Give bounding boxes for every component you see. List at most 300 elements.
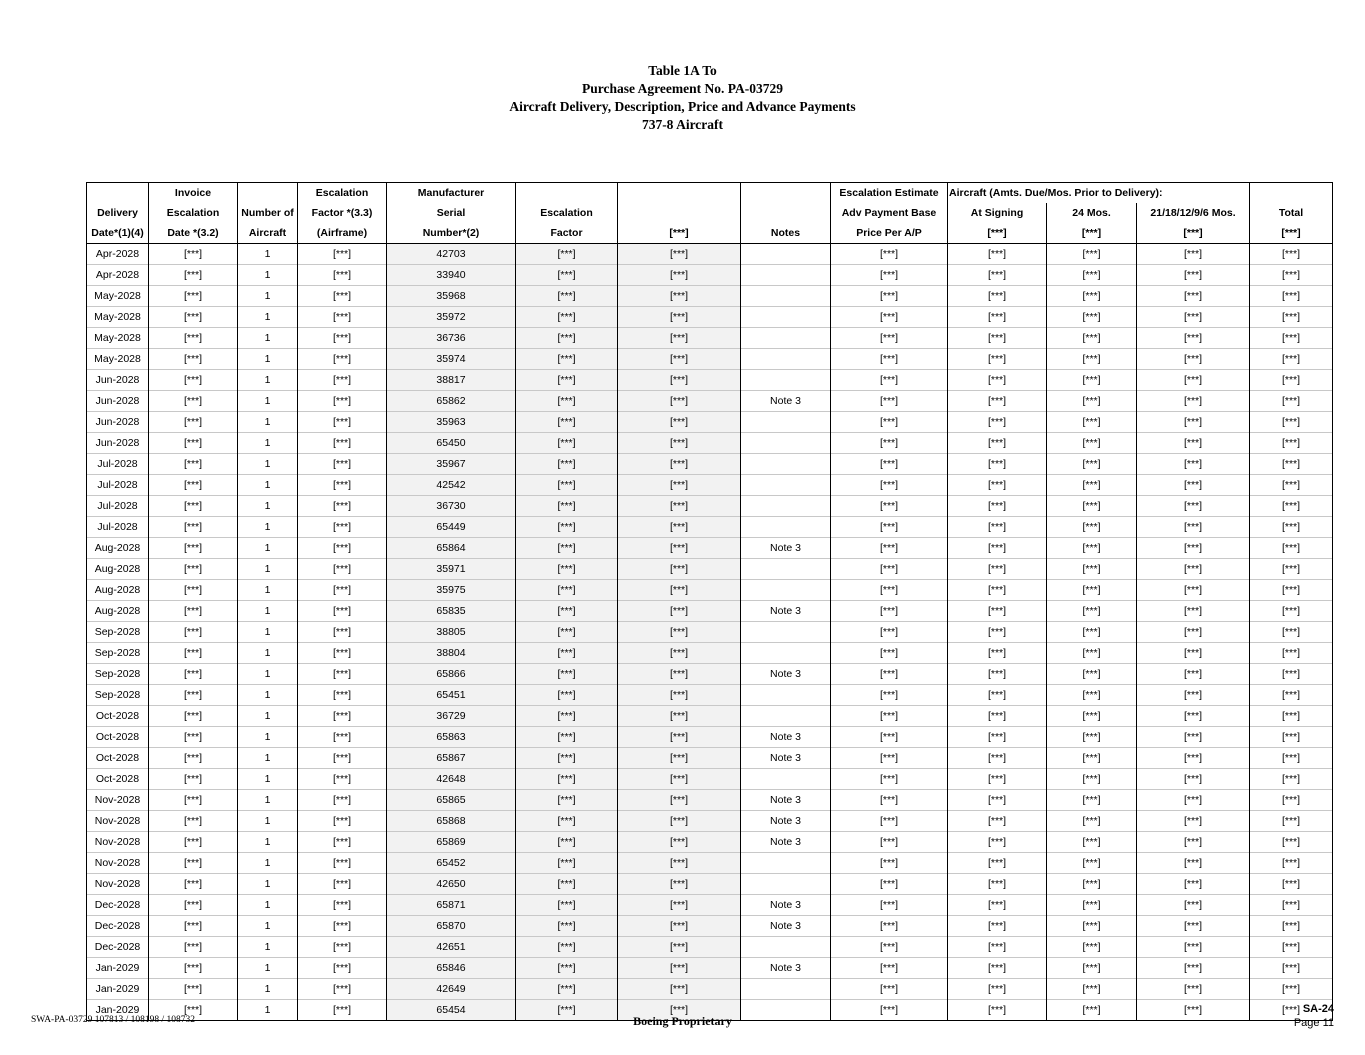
- number-of-aircraft-cell: 1: [238, 370, 298, 391]
- 21-18-12-9-6-mos-cell: [***]: [1137, 580, 1250, 601]
- delivery-date-cell: Sep-2028: [87, 685, 149, 706]
- serial-number-cell: 65452: [387, 853, 516, 874]
- invoice-escalation-date-cell: [***]: [149, 244, 238, 265]
- redacted-cell: [***]: [618, 706, 741, 727]
- adv-payment-base-price-cell: [***]: [831, 853, 948, 874]
- invoice-escalation-date-cell: [***]: [149, 706, 238, 727]
- table-row: [87, 706, 1333, 727]
- at-signing-cell: [***]: [948, 622, 1047, 643]
- adv-payment-base-price-cell: [***]: [831, 412, 948, 433]
- header-cell: Date*(1)(4): [87, 223, 149, 244]
- invoice-escalation-date-cell: [***]: [149, 265, 238, 286]
- escalation-factor-cell: [***]: [516, 286, 618, 307]
- notes-cell: [741, 244, 831, 265]
- 24-mos-cell: [***]: [1047, 286, 1137, 307]
- table-title-block: [0, 62, 1365, 134]
- delivery-date-cell: Apr-2028: [87, 244, 149, 265]
- table-row: [87, 391, 1333, 412]
- serial-number-cell: 65835: [387, 601, 516, 622]
- escalation-factor-cell: [***]: [516, 685, 618, 706]
- delivery-date-cell: Jul-2028: [87, 496, 149, 517]
- escalation-factor-airframe-cell: [***]: [298, 559, 387, 580]
- total-cell: [***]: [1250, 454, 1333, 475]
- serial-number-cell: 35971: [387, 559, 516, 580]
- number-of-aircraft-cell: 1: [238, 979, 298, 1000]
- number-of-aircraft-cell: 1: [238, 433, 298, 454]
- escalation-factor-airframe-cell: [***]: [298, 874, 387, 895]
- number-of-aircraft-cell: 1: [238, 811, 298, 832]
- number-of-aircraft-cell: 1: [238, 748, 298, 769]
- notes-cell: [741, 496, 831, 517]
- notes-cell: [741, 307, 831, 328]
- escalation-factor-cell: [***]: [516, 895, 618, 916]
- number-of-aircraft-cell: 1: [238, 790, 298, 811]
- escalation-factor-cell: [***]: [516, 601, 618, 622]
- redacted-cell: [***]: [618, 601, 741, 622]
- total-cell: [***]: [1250, 895, 1333, 916]
- serial-number-cell: 35974: [387, 349, 516, 370]
- delivery-date-cell: Nov-2028: [87, 832, 149, 853]
- serial-number-cell: 65870: [387, 916, 516, 937]
- header-cell: [618, 203, 741, 223]
- redacted-cell: [***]: [618, 853, 741, 874]
- notes-cell: [741, 937, 831, 958]
- escalation-factor-airframe-cell: [***]: [298, 454, 387, 475]
- adv-payment-base-price-cell: [***]: [831, 832, 948, 853]
- header-cell: [87, 183, 149, 204]
- invoice-escalation-date-cell: [***]: [149, 349, 238, 370]
- at-signing-cell: [***]: [948, 370, 1047, 391]
- escalation-factor-airframe-cell: [***]: [298, 517, 387, 538]
- 24-mos-cell: [***]: [1047, 433, 1137, 454]
- notes-cell: Note 3: [741, 811, 831, 832]
- delivery-date-cell: Nov-2028: [87, 811, 149, 832]
- number-of-aircraft-cell: 1: [238, 874, 298, 895]
- serial-number-cell: 38805: [387, 622, 516, 643]
- delivery-date-cell: Oct-2028: [87, 769, 149, 790]
- escalation-factor-airframe-cell: [***]: [298, 475, 387, 496]
- 21-18-12-9-6-mos-cell: [***]: [1137, 370, 1250, 391]
- invoice-escalation-date-cell: [***]: [149, 979, 238, 1000]
- escalation-factor-cell: [***]: [516, 244, 618, 265]
- invoice-escalation-date-cell: [***]: [149, 853, 238, 874]
- notes-cell: Note 3: [741, 895, 831, 916]
- header-cell: 21/18/12/9/6 Mos.: [1137, 203, 1250, 223]
- 21-18-12-9-6-mos-cell: [***]: [1137, 286, 1250, 307]
- at-signing-cell: [***]: [948, 265, 1047, 286]
- at-signing-cell: [***]: [948, 538, 1047, 559]
- escalation-factor-airframe-cell: [***]: [298, 685, 387, 706]
- serial-number-cell: 42650: [387, 874, 516, 895]
- notes-cell: [741, 454, 831, 475]
- escalation-factor-airframe-cell: [***]: [298, 727, 387, 748]
- page-info: [1294, 1002, 1334, 1030]
- total-cell: [***]: [1250, 622, 1333, 643]
- at-signing-cell: [***]: [948, 895, 1047, 916]
- table-row: [87, 307, 1333, 328]
- at-signing-cell: [***]: [948, 790, 1047, 811]
- header-cell: [618, 183, 741, 204]
- number-of-aircraft-cell: 1: [238, 307, 298, 328]
- adv-payment-base-price-cell: [***]: [831, 811, 948, 832]
- 24-mos-cell: [***]: [1047, 811, 1137, 832]
- table-row: [87, 286, 1333, 307]
- table-row: [87, 328, 1333, 349]
- invoice-escalation-date-cell: [***]: [149, 454, 238, 475]
- total-cell: [***]: [1250, 748, 1333, 769]
- 21-18-12-9-6-mos-cell: [***]: [1137, 664, 1250, 685]
- 24-mos-cell: [***]: [1047, 748, 1137, 769]
- serial-number-cell: 35968: [387, 286, 516, 307]
- table-row: [87, 874, 1333, 895]
- invoice-escalation-date-cell: [***]: [149, 433, 238, 454]
- table-row: [87, 538, 1333, 559]
- invoice-escalation-date-cell: [***]: [149, 559, 238, 580]
- header-cell: Date *(3.2): [149, 223, 238, 244]
- serial-number-cell: 42648: [387, 769, 516, 790]
- table-row: [87, 979, 1333, 1000]
- delivery-date-cell: Oct-2028: [87, 748, 149, 769]
- 21-18-12-9-6-mos-cell: [***]: [1137, 790, 1250, 811]
- header-cell: Serial: [387, 203, 516, 223]
- notes-cell: Note 3: [741, 748, 831, 769]
- 24-mos-cell: [***]: [1047, 601, 1137, 622]
- delivery-date-cell: Aug-2028: [87, 559, 149, 580]
- 24-mos-cell: [***]: [1047, 538, 1137, 559]
- header-cell: Escalation: [149, 203, 238, 223]
- 24-mos-cell: [***]: [1047, 370, 1137, 391]
- notes-cell: Note 3: [741, 601, 831, 622]
- adv-payment-base-price-cell: [***]: [831, 643, 948, 664]
- adv-payment-base-price-cell: [***]: [831, 244, 948, 265]
- table-row: [87, 412, 1333, 433]
- adv-payment-base-price-cell: [***]: [831, 433, 948, 454]
- 21-18-12-9-6-mos-cell: [***]: [1137, 412, 1250, 433]
- escalation-factor-airframe-cell: [***]: [298, 664, 387, 685]
- at-signing-cell: [***]: [948, 433, 1047, 454]
- invoice-escalation-date-cell: [***]: [149, 643, 238, 664]
- at-signing-cell: [***]: [948, 454, 1047, 475]
- 21-18-12-9-6-mos-cell: [***]: [1137, 454, 1250, 475]
- adv-payment-base-price-cell: [***]: [831, 538, 948, 559]
- redacted-cell: [***]: [618, 811, 741, 832]
- total-cell: [***]: [1250, 937, 1333, 958]
- redacted-cell: [***]: [618, 265, 741, 286]
- redacted-cell: [***]: [618, 874, 741, 895]
- number-of-aircraft-cell: 1: [238, 454, 298, 475]
- redacted-cell: [***]: [618, 328, 741, 349]
- document-reference: SWA-PA-03729 107813 / 108198 / 108732: [31, 1015, 196, 1025]
- delivery-date-cell: May-2028: [87, 307, 149, 328]
- notes-cell: [741, 979, 831, 1000]
- number-of-aircraft-cell: 1: [238, 1000, 298, 1021]
- header-cell: [***]: [948, 223, 1047, 244]
- invoice-escalation-date-cell: [***]: [149, 748, 238, 769]
- table-row: [87, 496, 1333, 517]
- purchase-agreement-number: Purchase Agreement No. PA-03729: [582, 81, 783, 96]
- 24-mos-cell: [***]: [1047, 643, 1137, 664]
- total-cell: [***]: [1250, 538, 1333, 559]
- escalation-factor-airframe-cell: [***]: [298, 538, 387, 559]
- escalation-factor-airframe-cell: [***]: [298, 811, 387, 832]
- 24-mos-cell: [***]: [1047, 307, 1137, 328]
- redacted-cell: [***]: [618, 580, 741, 601]
- redacted-cell: [***]: [618, 979, 741, 1000]
- 24-mos-cell: [***]: [1047, 832, 1137, 853]
- invoice-escalation-date-cell: [***]: [149, 622, 238, 643]
- total-cell: [***]: [1250, 496, 1333, 517]
- number-of-aircraft-cell: 1: [238, 580, 298, 601]
- table-row: [87, 895, 1333, 916]
- invoice-escalation-date-cell: [***]: [149, 370, 238, 391]
- at-signing-cell: [***]: [948, 727, 1047, 748]
- delivery-date-cell: Jun-2028: [87, 412, 149, 433]
- notes-cell: [741, 874, 831, 895]
- escalation-factor-airframe-cell: [***]: [298, 244, 387, 265]
- escalation-factor-cell: [***]: [516, 874, 618, 895]
- header-cell: Notes: [741, 223, 831, 244]
- serial-number-cell: 65866: [387, 664, 516, 685]
- table-row: [87, 559, 1333, 580]
- number-of-aircraft-cell: 1: [238, 958, 298, 979]
- escalation-factor-cell: [***]: [516, 958, 618, 979]
- at-signing-cell: [***]: [948, 958, 1047, 979]
- notes-cell: Note 3: [741, 958, 831, 979]
- adv-payment-base-price-cell: [***]: [831, 769, 948, 790]
- serial-number-cell: 33940: [387, 265, 516, 286]
- escalation-factor-airframe-cell: [***]: [298, 937, 387, 958]
- number-of-aircraft-cell: 1: [238, 853, 298, 874]
- number-of-aircraft-cell: 1: [238, 895, 298, 916]
- at-signing-cell: [***]: [948, 286, 1047, 307]
- number-of-aircraft-cell: 1: [238, 349, 298, 370]
- delivery-date-cell: Nov-2028: [87, 853, 149, 874]
- adv-payment-base-price-cell: [***]: [831, 265, 948, 286]
- escalation-factor-cell: [***]: [516, 769, 618, 790]
- adv-payment-base-price-cell: [***]: [831, 454, 948, 475]
- escalation-factor-airframe-cell: [***]: [298, 895, 387, 916]
- 21-18-12-9-6-mos-cell: [***]: [1137, 244, 1250, 265]
- table-row: [87, 727, 1333, 748]
- delivery-date-cell: Jul-2028: [87, 454, 149, 475]
- 21-18-12-9-6-mos-cell: [***]: [1137, 937, 1250, 958]
- redacted-cell: [***]: [618, 559, 741, 580]
- notes-cell: [741, 853, 831, 874]
- header-cell: Total: [1250, 203, 1333, 223]
- header-cell: Number*(2): [387, 223, 516, 244]
- escalation-factor-cell: [***]: [516, 643, 618, 664]
- 21-18-12-9-6-mos-cell: [***]: [1137, 916, 1250, 937]
- delivery-date-cell: May-2028: [87, 328, 149, 349]
- invoice-escalation-date-cell: [***]: [149, 895, 238, 916]
- table-row: [87, 580, 1333, 601]
- escalation-factor-airframe-cell: [***]: [298, 1000, 387, 1021]
- at-signing-cell: [***]: [948, 328, 1047, 349]
- escalation-factor-airframe-cell: [***]: [298, 496, 387, 517]
- 21-18-12-9-6-mos-cell: [***]: [1137, 517, 1250, 538]
- table-row: [87, 769, 1333, 790]
- table-row: [87, 937, 1333, 958]
- invoice-escalation-date-cell: [***]: [149, 328, 238, 349]
- redacted-cell: [***]: [618, 748, 741, 769]
- 21-18-12-9-6-mos-cell: [***]: [1137, 874, 1250, 895]
- invoice-escalation-date-cell: [***]: [149, 874, 238, 895]
- total-cell: [***]: [1250, 559, 1333, 580]
- at-signing-cell: [***]: [948, 874, 1047, 895]
- delivery-date-cell: May-2028: [87, 349, 149, 370]
- escalation-factor-airframe-cell: [***]: [298, 622, 387, 643]
- total-cell: [***]: [1250, 349, 1333, 370]
- at-signing-cell: [***]: [948, 769, 1047, 790]
- header-cell: Manufacturer: [387, 183, 516, 204]
- 21-18-12-9-6-mos-cell: [***]: [1137, 433, 1250, 454]
- notes-cell: [741, 370, 831, 391]
- at-signing-cell: [***]: [948, 1000, 1047, 1021]
- redacted-cell: [***]: [618, 538, 741, 559]
- notes-cell: [741, 412, 831, 433]
- at-signing-cell: [***]: [948, 937, 1047, 958]
- adv-payment-base-price-cell: [***]: [831, 622, 948, 643]
- delivery-date-cell: Jun-2028: [87, 433, 149, 454]
- total-cell: [***]: [1250, 370, 1333, 391]
- adv-payment-base-price-cell: [***]: [831, 496, 948, 517]
- notes-cell: Note 3: [741, 538, 831, 559]
- at-signing-cell: [***]: [948, 496, 1047, 517]
- header-cell: [***]: [1250, 223, 1333, 244]
- notes-cell: [741, 580, 831, 601]
- redacted-cell: [***]: [618, 937, 741, 958]
- total-cell: [***]: [1250, 1000, 1333, 1021]
- 24-mos-cell: [***]: [1047, 580, 1137, 601]
- redacted-cell: [***]: [618, 643, 741, 664]
- 21-18-12-9-6-mos-cell: [***]: [1137, 979, 1250, 1000]
- serial-number-cell: 65454: [387, 1000, 516, 1021]
- header-cell: [***]: [1047, 223, 1137, 244]
- notes-cell: [741, 769, 831, 790]
- adv-payment-base-price-cell: [***]: [831, 307, 948, 328]
- adv-payment-base-price-cell: [***]: [831, 958, 948, 979]
- invoice-escalation-date-cell: [***]: [149, 769, 238, 790]
- serial-number-cell: 65846: [387, 958, 516, 979]
- total-cell: [***]: [1250, 685, 1333, 706]
- delivery-date-cell: May-2028: [87, 286, 149, 307]
- escalation-factor-airframe-cell: [***]: [298, 265, 387, 286]
- adv-payment-base-price-cell: [***]: [831, 286, 948, 307]
- total-cell: [***]: [1250, 769, 1333, 790]
- escalation-factor-airframe-cell: [***]: [298, 643, 387, 664]
- proprietary-notice: Boeing Proprietary: [633, 1014, 732, 1028]
- invoice-escalation-date-cell: [***]: [149, 811, 238, 832]
- adv-payment-base-price-cell: [***]: [831, 1000, 948, 1021]
- notes-cell: [741, 328, 831, 349]
- serial-number-cell: 35963: [387, 412, 516, 433]
- total-cell: [***]: [1250, 643, 1333, 664]
- serial-number-cell: 36730: [387, 496, 516, 517]
- 21-18-12-9-6-mos-cell: [***]: [1137, 853, 1250, 874]
- at-signing-cell: [***]: [948, 244, 1047, 265]
- adv-payment-base-price-cell: [***]: [831, 391, 948, 412]
- total-cell: [***]: [1250, 958, 1333, 979]
- escalation-factor-cell: [***]: [516, 559, 618, 580]
- escalation-factor-cell: [***]: [516, 979, 618, 1000]
- escalation-factor-airframe-cell: [***]: [298, 349, 387, 370]
- 24-mos-cell: [***]: [1047, 412, 1137, 433]
- 24-mos-cell: [***]: [1047, 349, 1137, 370]
- invoice-escalation-date-cell: [***]: [149, 664, 238, 685]
- redacted-cell: [***]: [618, 370, 741, 391]
- escalation-factor-airframe-cell: [***]: [298, 979, 387, 1000]
- number-of-aircraft-cell: 1: [238, 244, 298, 265]
- number-of-aircraft-cell: 1: [238, 475, 298, 496]
- escalation-factor-cell: [***]: [516, 727, 618, 748]
- notes-cell: [741, 559, 831, 580]
- table-row: [87, 748, 1333, 769]
- 21-18-12-9-6-mos-cell: [***]: [1137, 895, 1250, 916]
- number-of-aircraft-cell: 1: [238, 286, 298, 307]
- total-cell: [***]: [1250, 853, 1333, 874]
- header-cell: [***]: [618, 223, 741, 244]
- total-cell: [***]: [1250, 391, 1333, 412]
- 21-18-12-9-6-mos-cell: [***]: [1137, 475, 1250, 496]
- total-cell: [***]: [1250, 412, 1333, 433]
- table-title: Table 1A To: [648, 63, 717, 78]
- redacted-cell: [***]: [618, 244, 741, 265]
- notes-cell: [741, 286, 831, 307]
- 24-mos-cell: [***]: [1047, 874, 1137, 895]
- redacted-cell: [***]: [618, 391, 741, 412]
- at-signing-cell: [***]: [948, 706, 1047, 727]
- escalation-factor-cell: [***]: [516, 538, 618, 559]
- 21-18-12-9-6-mos-cell: [***]: [1137, 1000, 1250, 1021]
- adv-payment-base-price-cell: [***]: [831, 559, 948, 580]
- escalation-factor-airframe-cell: [***]: [298, 307, 387, 328]
- delivery-date-cell: Dec-2028: [87, 916, 149, 937]
- delivery-date-cell: Dec-2028: [87, 895, 149, 916]
- invoice-escalation-date-cell: [***]: [149, 832, 238, 853]
- invoice-escalation-date-cell: [***]: [149, 517, 238, 538]
- escalation-factor-cell: [***]: [516, 1000, 618, 1021]
- at-signing-cell: [***]: [948, 517, 1047, 538]
- notes-cell: Note 3: [741, 727, 831, 748]
- redacted-cell: [***]: [618, 664, 741, 685]
- invoice-escalation-date-cell: [***]: [149, 475, 238, 496]
- escalation-factor-airframe-cell: [***]: [298, 412, 387, 433]
- serial-number-cell: 65869: [387, 832, 516, 853]
- number-of-aircraft-cell: 1: [238, 517, 298, 538]
- table-row: [87, 475, 1333, 496]
- escalation-factor-cell: [***]: [516, 475, 618, 496]
- header-cell: (Airframe): [298, 223, 387, 244]
- serial-number-cell: 65862: [387, 391, 516, 412]
- escalation-factor-cell: [***]: [516, 580, 618, 601]
- invoice-escalation-date-cell: [***]: [149, 580, 238, 601]
- redacted-cell: [***]: [618, 349, 741, 370]
- invoice-escalation-date-cell: [***]: [149, 391, 238, 412]
- table-row: [87, 958, 1333, 979]
- escalation-factor-cell: [***]: [516, 412, 618, 433]
- delivery-date-cell: Nov-2028: [87, 874, 149, 895]
- number-of-aircraft-cell: 1: [238, 538, 298, 559]
- delivery-date-cell: Sep-2028: [87, 664, 149, 685]
- notes-cell: Note 3: [741, 790, 831, 811]
- delivery-date-cell: Jul-2028: [87, 475, 149, 496]
- header-cell: [238, 183, 298, 204]
- 24-mos-cell: [***]: [1047, 517, 1137, 538]
- escalation-factor-cell: [***]: [516, 307, 618, 328]
- 24-mos-cell: [***]: [1047, 895, 1137, 916]
- adv-payment-base-price-cell: [***]: [831, 475, 948, 496]
- redacted-cell: [***]: [618, 622, 741, 643]
